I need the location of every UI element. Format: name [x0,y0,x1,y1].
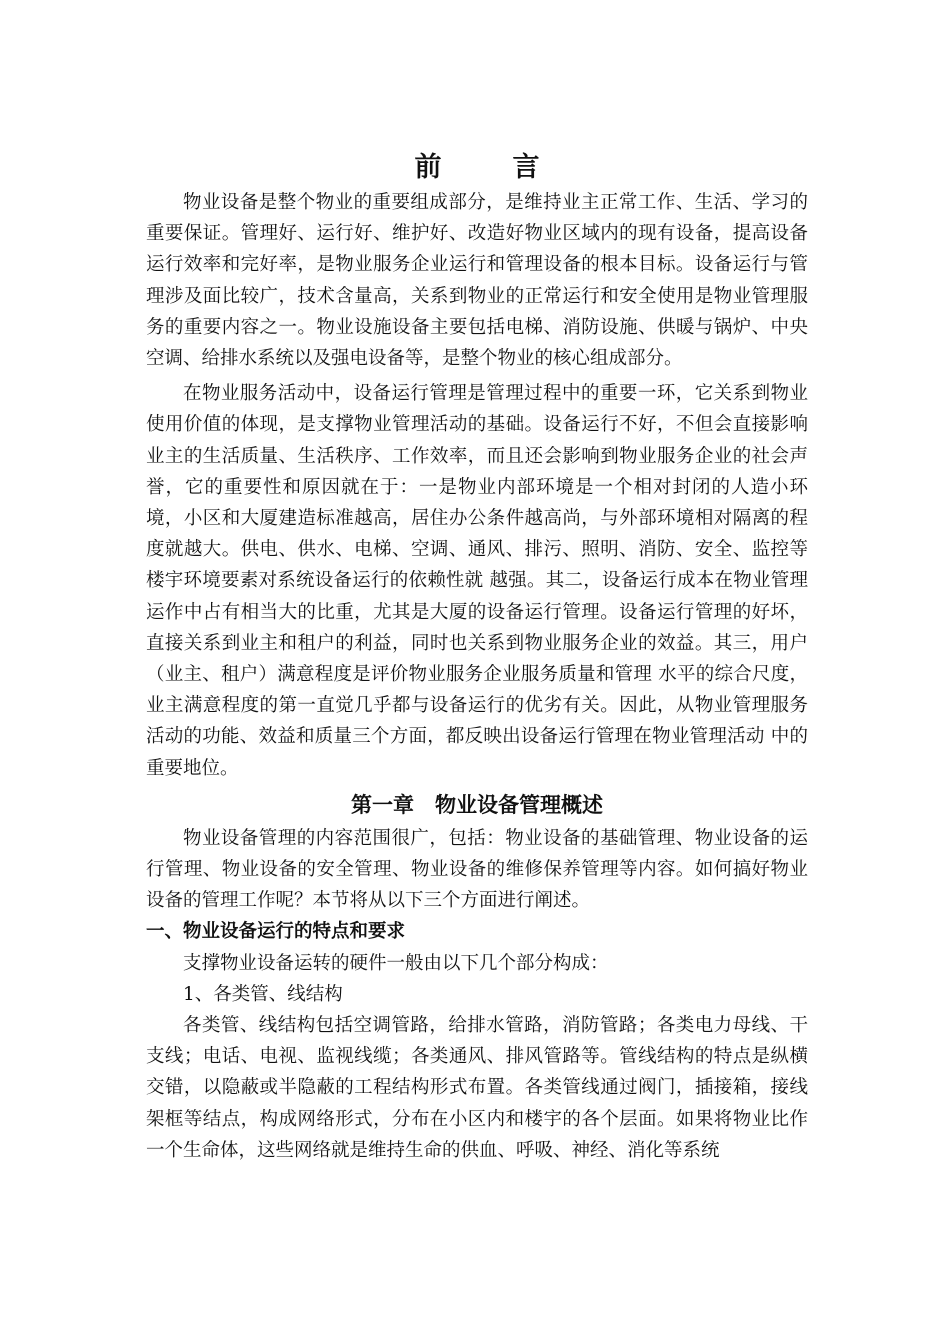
preface-title: 前 言 [414,152,562,183]
document-body [146,150,808,1166]
chapter-title: 第一章 物业设备管理概述 [351,792,603,817]
item-body-paragraph: 各类管、线结构包括空调管路，给排水管路，消防管路；各类电力母线、干支线；电话、电视、监视线缆；各类通风、排风管路等。管线结构的特点是纵横交错，以隐蔽或半隐蔽的工程结构形式布置。各类管线通过阀门，插接箱，接线架框等结点，构成网络形式，分布在小区内和楼宇的各个层面。如果将物业比作一个生命体，这些网络就是维持生命的供血、呼吸、神经、消化等系统 [146,1015,808,1161]
chapter-intro-paragraph: 物业设备管理的内容范围很广，包括：物业设备的基础管理、物业设备的运行管理、物业设备的安全管理、物业设备的维修保养管理等内容。如何搞好物业设备的管理工作呢？本节将从以下三个方面进行阐述。 [146,827,808,912]
preface-paragraph-1: 物业设备是整个物业的重要组成部分，是维持业主正常工作、生活、学习的重要保证。管理好、运行好、维护好、改造好物业区域内的现有设备，提高设备运行效率和完好率，是物业服务企业运行和管理设备的根本目标。设备运行与管理涉及面比较广，技术含量高，关系到物业的正常运行和安全使用是物业管理服务的重要内容之一。物业设施设备主要包括电梯、消防设施、供暖与锅炉、中央空调、给排水系统以及强电设备等，是整个物业的核心组成部分。 [146,192,808,370]
section-intro-paragraph: 支撑物业设备运转的硬件一般由以下几个部分构成： [183,952,609,974]
item-title: 1、各类管、线结构 [183,983,343,1005]
preface-paragraph-2: 在物业服务活动中，设备运行管理是管理过程中的重要一环，它关系到物业使用价值的体现，是支撑物业管理活动的基础。设备运行不好，不但会直接影响业主的生活质量、生活秩序、工作效率，而且还会影响到物业服务企业的社会声誉，它的重要性和原因就在于：一是物业内部环境是一个相对封闭的人造小环境，小区和大厦建造标准越高，居住办公条件越高尚，与外部环境相对隔离的程度就越大。供电、供水、电梯、空调、通风、排污、照明、消防、安全、监控等楼宇环境要素对系统设备运行的依赖性就 越强。其二，设备运行成本在物业管理运作中占有相当大的比重，尤其是大厦的设备运行管理。设备运行管理的好坏，直接关系到业主和租户的利益，同时也关系到物业服务企业的效益。其三，用户（业主、租户）满意程度是评价物业服务企业服务质量和管理 水平的综合尺度，业主满意程度的第一直觉几乎都与设备运行的优劣有关。因此，从物业管理服务活动的功能、效益和质量三个方面，都反映出设备运行管理在物业管理活动 中的重要地位。 [146,383,808,779]
section-title: 一、物业设备运行的特点和要求 [146,921,406,943]
